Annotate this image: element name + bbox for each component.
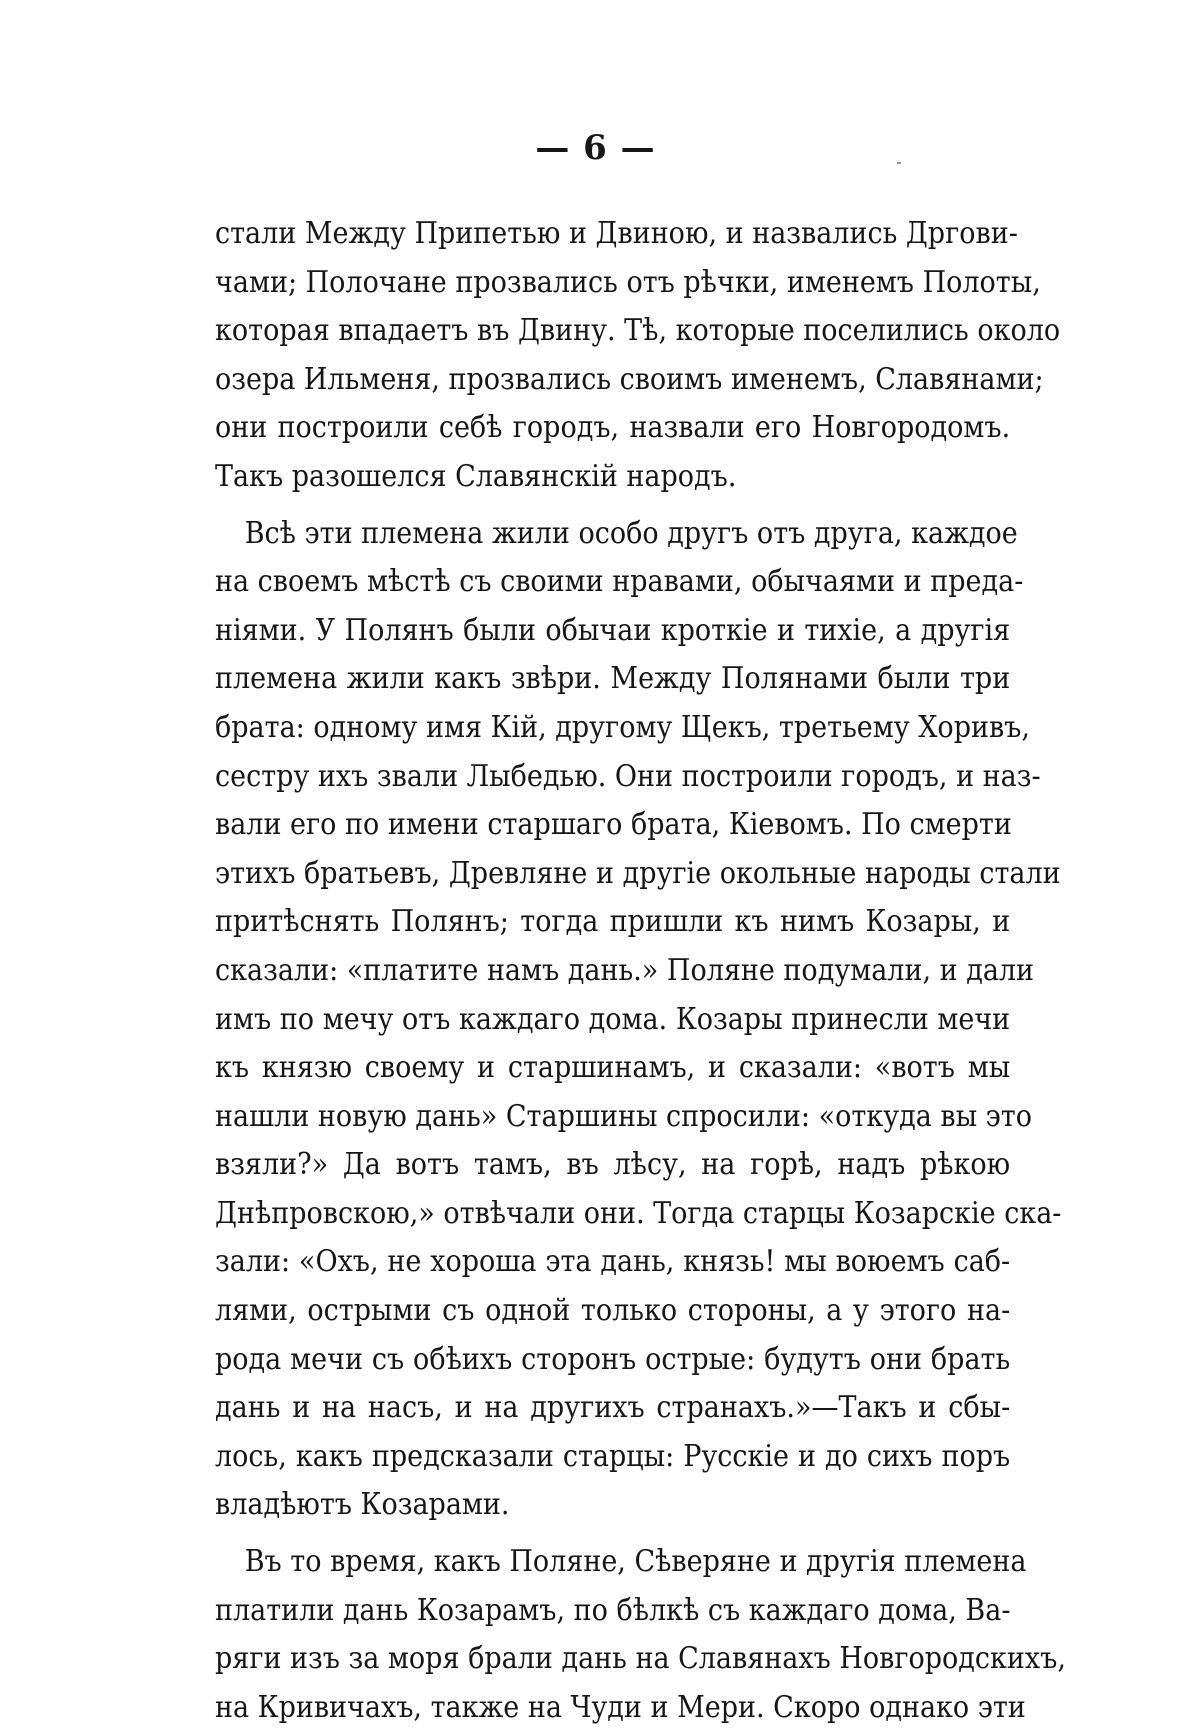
text-line: этихъ братьевъ, Древляне и другіе окольные народы стали — [215, 855, 1061, 891]
text-line: дань и на насъ, и на другихъ странахъ.»—Такъ и сбы- — [215, 1390, 1011, 1426]
text-line: вали его по имени старшаго брата, Кіевомъ. По смерти — [215, 807, 1012, 843]
text-line: Такъ разошелся Славянскій народъ. — [215, 458, 737, 494]
text-line: брата: одному имя Кій, другому Щекъ, третьему Хоривъ, — [215, 709, 1030, 745]
text-line: зали: «Охъ, не хороша эта дань, князь! мы воюемъ саб- — [215, 1244, 1011, 1280]
text-line: чами; Полочане прозвались отъ рѣчки, именемъ Полоты, — [215, 264, 1041, 300]
text-line: притѣснять Полянъ; тогда пришли къ нимъ Козары, и — [215, 904, 1011, 940]
text-line: стали Между Припетью и Двиною, и назвались Дргови- — [215, 216, 1018, 251]
text-line: имъ по мечу отъ каждаго дома. Козары принесли мечи — [215, 1001, 1011, 1037]
text-line: которая впадаетъ въ Двину. Тѣ, которые поселились около — [215, 313, 1061, 349]
paragraph-3 — [215, 1538, 1066, 1732]
text-line: сказали: «платите намъ дань.» Поляне подумали, и дали — [215, 952, 1035, 988]
text-line: рода мечи съ обѣихъ сторонъ острые: будутъ они брать — [215, 1341, 1011, 1377]
text-line: ніями. У Полянъ были обычаи кроткіе и тихіе, а другія — [215, 612, 1011, 648]
paragraph-gap — [215, 502, 1011, 510]
text-line: взяли?» Да вотъ тамъ, въ лѣсу, на горѣ, надъ рѣкою — [215, 1147, 1011, 1183]
text-line: на Кривичахъ, также на Чуди и Мери. Скоро однако эти — [215, 1689, 1026, 1725]
text-line: лось, какъ предсказали старцы: Русскіе и до сихъ поръ — [215, 1438, 1011, 1474]
text-line: сестру ихъ звали Лыбедью. Они построили городъ, и наз- — [215, 758, 1041, 794]
text-line: они построили себѣ городъ, назвали его Новгородомъ. — [215, 410, 1011, 446]
text-line: владѣютъ Козарами. — [215, 1487, 510, 1523]
text-line: къ князю своему и старшинамъ, и сказали: «вотъ мы — [215, 1050, 1011, 1086]
paragraph-gap — [215, 1530, 1011, 1538]
text-line: Днѣпровскою,» отвѣчали они. Тогда старцы Козарскіе ска- — [215, 1195, 1062, 1231]
text-line: на своемъ мѣстѣ съ своими нравами, обычаями и преда- — [215, 564, 1024, 600]
text-line: нашли новую дань» Старшины спросили: «откуда вы это — [215, 1098, 1032, 1134]
paragraph-1 — [215, 210, 1061, 502]
text-line: озера Ильменя, прозвались своимъ именемъ, Славянами; — [215, 361, 1044, 397]
text-line: Всѣ эти племена жили особо другъ отъ друга, каждое — [244, 515, 1018, 551]
text-line: платили дань Козарамъ, по бѣлкѣ съ каждаго дома, Ва- — [215, 1592, 1011, 1628]
scan-speck — [897, 162, 901, 164]
text-line: племена жили какъ звѣри. Между Полянами были три — [215, 661, 1011, 697]
text-line: лями, острыми съ одной только стороны, а у этого на- — [215, 1293, 1011, 1329]
body-text — [215, 210, 1066, 1732]
page-number: — 6 — — [535, 128, 656, 168]
paragraph-2 — [215, 510, 1062, 1530]
text-line: Въ то время, какъ Поляне, Сѣверяне и другія племена — [244, 1544, 1027, 1580]
text-line: ряги изъ за моря брали дань на Славянахъ Новгородскихъ, — [215, 1641, 1066, 1677]
